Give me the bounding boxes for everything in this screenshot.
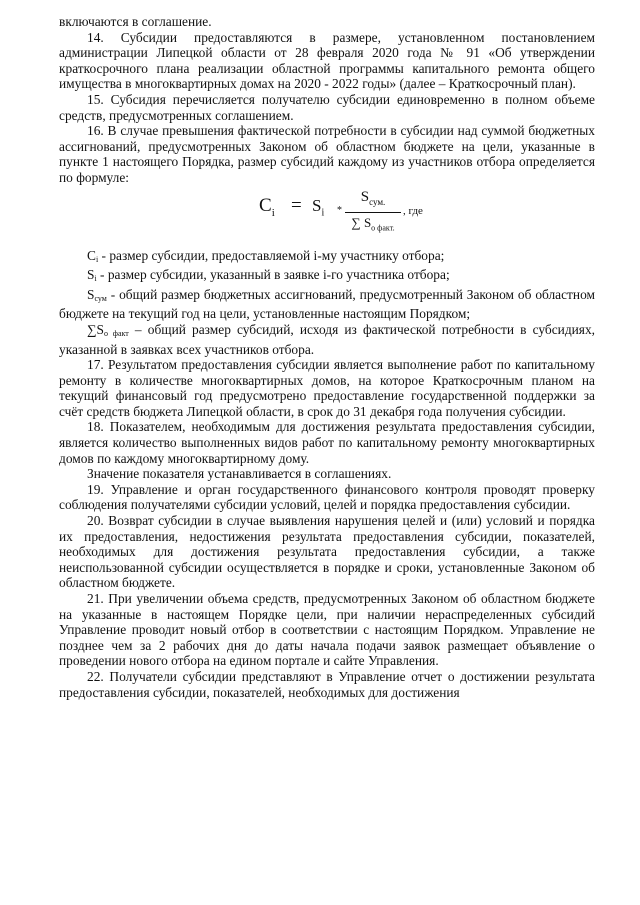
formula-denominator: ∑ $S_{o факт.}$: [351, 214, 395, 233]
formula-where: , где: [403, 204, 423, 217]
definition-sfact: $\sum S_{o факт}$ – общий размер субсидий, исходя из фактической потребности в субсидиях, указанной в заявках всех участников отбора.: [59, 321, 595, 357]
paragraph-17: 17. Результатом предоставления субсидии является выполнение работ по капитальному ремонту в количестве многоквартирных домов, на которое Краткосрочным планом на текущий финансовый год предусмотрено предоставление государственной поддержки за счёт средств бюджета Липецкой области, в срок до 31 декабря года получения субсидии.: [59, 357, 595, 419]
definition-ssum: $S_{сум}$ - общий размер бюджетных ассигнований, предусмотренный Законом об областном бюджете на текущий год на цели, установленные настоящим Порядком;: [59, 286, 595, 322]
paragraph-continuation: включаются в соглашение.: [59, 14, 212, 29]
paragraph-19: 19. Управление и орган государственного финансового контроля проводят проверку соблюдения получателями субсидии условий, целей и порядка предоставления субсидии.: [59, 481, 595, 513]
fraction-bar: [345, 212, 401, 213]
paragraph-16: 16. В случае превышения фактической потребности в субсидии над суммой бюджетных ассигнований, предусмотренных Законом об областном бюджете на цели, указанные в пункте 1 настоящего Порядка, размер субсидий каждому из участников отбора определяется по формуле:: [59, 123, 595, 185]
definition-ci: $C_i$ - размер субсидии, предоставляемой i-му участнику отбора;: [87, 247, 445, 264]
paragraph-14: 14. Субсидии предоставляются в размере, установленном постановлением администрации Липецкой области от 28 февраля 2020 года № 91 «Об утверждении краткосрочного плана реализации областной программы капитального ремонта общего имущества в многоквартирных домах на 2020 - 2022 годы» (далее – Краткосрочный план).: [59, 29, 595, 92]
paragraph-22: 22. Получатели субсидии представляют в Управление отчет о достижении результата предоставления субсидии, показателей, необходимых для достижения: [59, 668, 595, 700]
formula-equals: =: [291, 194, 302, 216]
formula-si: $S_i$: [312, 195, 325, 218]
document-page: [59, 14, 595, 700]
subsidy-formula: [59, 188, 595, 234]
formula-multiply: *: [337, 204, 342, 216]
paragraph-18-value: Значение показателя устанавливается в соглашениях.: [87, 466, 392, 482]
definition-si: $S_i$ - размер субсидии, указанный в заявке i-го участника отбора;: [87, 267, 450, 284]
formula-ci: $C_i$: [259, 194, 275, 219]
paragraph-15: 15. Субсидия перечисляется получателю субсидии единовременно в полном объеме средств, предусмотренных соглашением.: [59, 91, 595, 123]
formula-fraction: [345, 189, 401, 236]
formula-numerator: $S_{сум.}$: [360, 188, 386, 207]
paragraph-18: 18. Показателем, необходимым для достижения результата предоставления субсидии, является количество выполненных видов работ по капитальному ремонту многоквартирных домов по каждому многоквартирному дому.: [59, 419, 595, 466]
paragraph-21: 21. При увеличении объема средств, предусмотренных Законом об областном бюджете на указанные в настоящем Порядке цели, при наличии нераспределенных субсидий Управление проводит новый отбор в соответствии с настоящим Порядком. Управление не позднее чем за 2 рабочих дня до даты начала подачи заявок размещает объявление о проведении нового отбора на едином портале и сайте Управления.: [59, 591, 595, 669]
paragraph-20: 20. Возврат субсидии в случае выявления нарушения целей и (или) условий и порядка их предоставления, недостижения результата предоставления субсидии, показателей, необходимых для достижения результата предоставления субсидии, а также неиспользованной субсидии осуществляется в порядке и сроки, установленные Законом об областном бюджете.: [59, 513, 595, 591]
